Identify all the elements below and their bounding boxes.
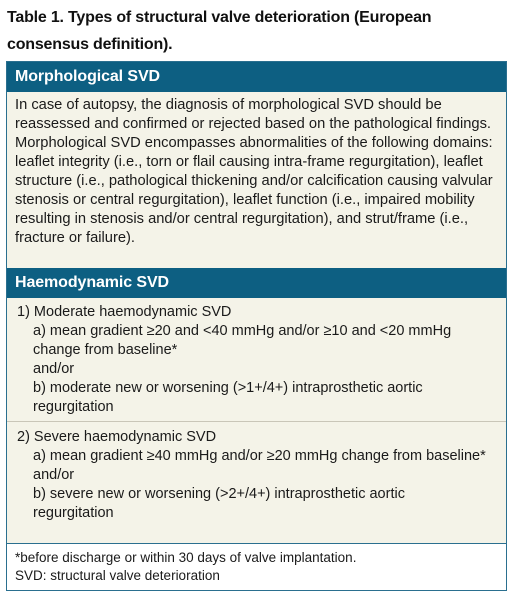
moderate-andor: and/or — [33, 361, 75, 377]
moderate-criterion-a: a) mean gradient ≥20 and <40 mmHg and/or ≥10 and <20 mmHg change from baseline* — [33, 323, 452, 358]
morphological-description: In case of autopsy, the diagnosis of morphological SVD should be reassessed and confirmed or rejected based on the pathological findings. Morphological SVD encompasses abnormalities of the following domains: leaflet integrity (i.e., torn or flail causing intra-frame regurgitation), leaflet structure (i.e., pathological thickening and/or calcification causing valvular stenosis or central regurgitation), leaflet function (i.e., impaired mobility resulting in stenosis and/or central regurgitation), and strut/frame (i.e., fracture or failure). — [15, 97, 493, 246]
table-footnotes — [7, 543, 506, 590]
moderate-criterion-b: b) moderate new or worsening (>1+/4+) intraprosthetic aortic regurgitation — [33, 380, 423, 415]
severe-criterion-b: b) severe new or worsening (>2+/4+) intraprosthetic aortic regurgitation — [33, 486, 405, 521]
severe-andor: and/or — [33, 467, 75, 483]
section-header-morphological: Morphological SVD — [7, 62, 506, 92]
footnote-abbreviation: SVD: structural valve deterioration — [15, 568, 220, 583]
section-header-haemodynamic: Haemodynamic SVD — [7, 268, 506, 298]
table-caption: Table 1. Types of structural valve deterioration (European consensus definition). — [7, 9, 432, 53]
svd-table — [6, 61, 507, 591]
severe-criterion-a: a) mean gradient ≥40 mmHg and/or ≥20 mmHg change from baseline* — [33, 448, 486, 464]
morphological-cell — [7, 92, 506, 268]
severe-svd-title: 2) Severe haemodynamic SVD — [17, 429, 217, 445]
moderate-svd-title: 1) Moderate haemodynamic SVD — [17, 304, 232, 320]
footnote-timing: *before discharge or within 30 days of valve implantation. — [15, 550, 357, 565]
severe-svd-cell — [7, 421, 506, 543]
moderate-svd-cell — [7, 298, 506, 421]
